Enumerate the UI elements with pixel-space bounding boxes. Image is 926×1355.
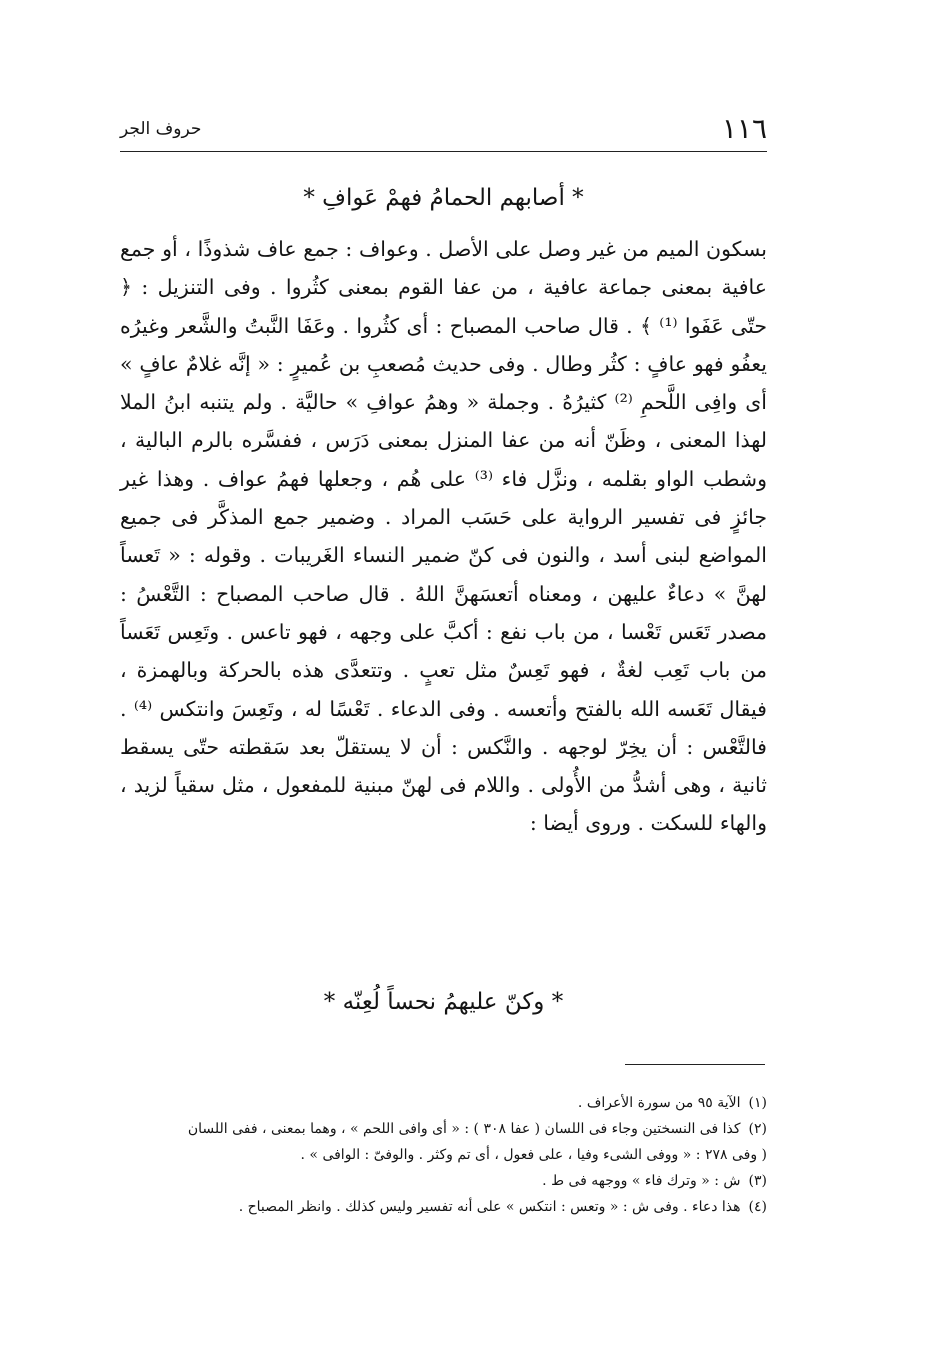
body-paragraph bbox=[120, 230, 767, 843]
footnote bbox=[120, 1116, 767, 1142]
footnote bbox=[120, 1090, 767, 1116]
footnote bbox=[120, 1168, 767, 1194]
verse-line: * أصابهم الحمامُ فهمْ عَوافِ * bbox=[303, 185, 584, 211]
footnote-text: ش : « وترك فاء » ووجهه فى ط . bbox=[542, 1173, 741, 1189]
header-rule bbox=[120, 151, 767, 152]
footnotes bbox=[120, 1090, 767, 1220]
footnote-text: ( وفى ٢٧٨ : « ووفى الشىء وفيا ، على فعول ، أى تم وكثر . والوفىّ : الوافى » . bbox=[300, 1147, 767, 1163]
footnote-number: (١) bbox=[748, 1095, 767, 1111]
body-paragraph-text: بسكون الميم من غير وصل على الأصل . وعواف : جمع عاف شذوذًا ، أو جمع عافية بمعنى جماعة عافية ، من عفا القوم بمعنى كثُروا . وفى التنزيل : ﴿ حتّى عَفَوا ⁽¹⁾ ﴾ . قال صاحب المصباح : أى كثُروا . وعَفَا النَّبتُ والشَّعر وغيرُه يعفُو فهو عافٍ : كثُر وطال . وفى حديث مُصعبِ بن عُميرٍ : « إنَّه غلامٌ عافٍ » أى وافِى اللَّحمِ ⁽²⁾ كثيرُهُ . وجملة « وهمُ عوافِ » حاليَّة . ولم يتنبه ابنُ الملا لهذا المعنى ، وظَنّ أنه من عفا المنزل بمعنى دَرَس ، ففسَّره بالرم البالية ، وشطب الواو بقلمه ، ونزَّل فاء ⁽³⁾ على هُم ، وجعلها فهمُ عواف . وهذا غير جائزٍ فى تفسير الرواية على حَسَب المراد . وضمير جمع المذكَّر فى جميع المواضع لبنى أسد ، والنون فى كنّ ضمير النساء الغَريبات . وقوله : « تَعساً لهنَّ » دعاءٌ عليهن ، ومعناه أتعسَهنَّ اللهُ . قال صاحب المصباح : التَّعْسُ : مصدر تَعَس تَعْسا ، من باب نفع : أكبَّ على وجهه ، فهو تاعس . وتَعِس تَعَساً من باب تَعِب لغةٌ ، فهو تَعِسٌ مثل تعبٍ . وتتعدَّى هذه بالحركة وبالهمزة ، فيقال تَعَسه الله بالفتح وأتعسه . وفى الدعاء . تَعْسًا له ، وتَعِسَ وانتكس ⁽⁴⁾ . فالتَّعْس : أن يخِرّ لوجهه . والنَّكس : أن لا يستقلّ بعد سَقطته حتّى يسقط ثانية ، وهى أشدُّ من الأُولى . واللام فى لهنّ مبنية للمفعول ، مثل سقياً لزيد ، والهاء للسكت . وروى أيضا : bbox=[120, 237, 767, 836]
footnote-text: هذا دعاء . وفى ش : « وتعس : انتكس » على أنه تفسير وليس كذلك . وانظر المصباح . bbox=[238, 1199, 741, 1215]
verse-line: * وكنّ عليهمُ نحساً لُعِنّه * bbox=[323, 989, 564, 1015]
footnote-number: (٤) bbox=[748, 1199, 767, 1215]
footnote-rule bbox=[625, 1064, 765, 1065]
page-number: ١١٦ bbox=[721, 112, 767, 145]
page-header bbox=[120, 112, 767, 146]
footnote-number: (٢) bbox=[748, 1121, 767, 1137]
footnote bbox=[120, 1194, 767, 1220]
running-title: حروف الجر bbox=[120, 119, 202, 139]
footnote-continuation bbox=[120, 1142, 767, 1168]
footnote-text: الآية ٩٥ من سورة الأعراف . bbox=[577, 1095, 741, 1111]
footnote-number: (٣) bbox=[748, 1173, 767, 1189]
footnote-text: كذا فى النسختين وجاء فى اللسان ( عفا ٣٠٨ ) : « أى وافى اللحم » ، وهما بمعنى ، ففى اللسان bbox=[187, 1121, 741, 1137]
